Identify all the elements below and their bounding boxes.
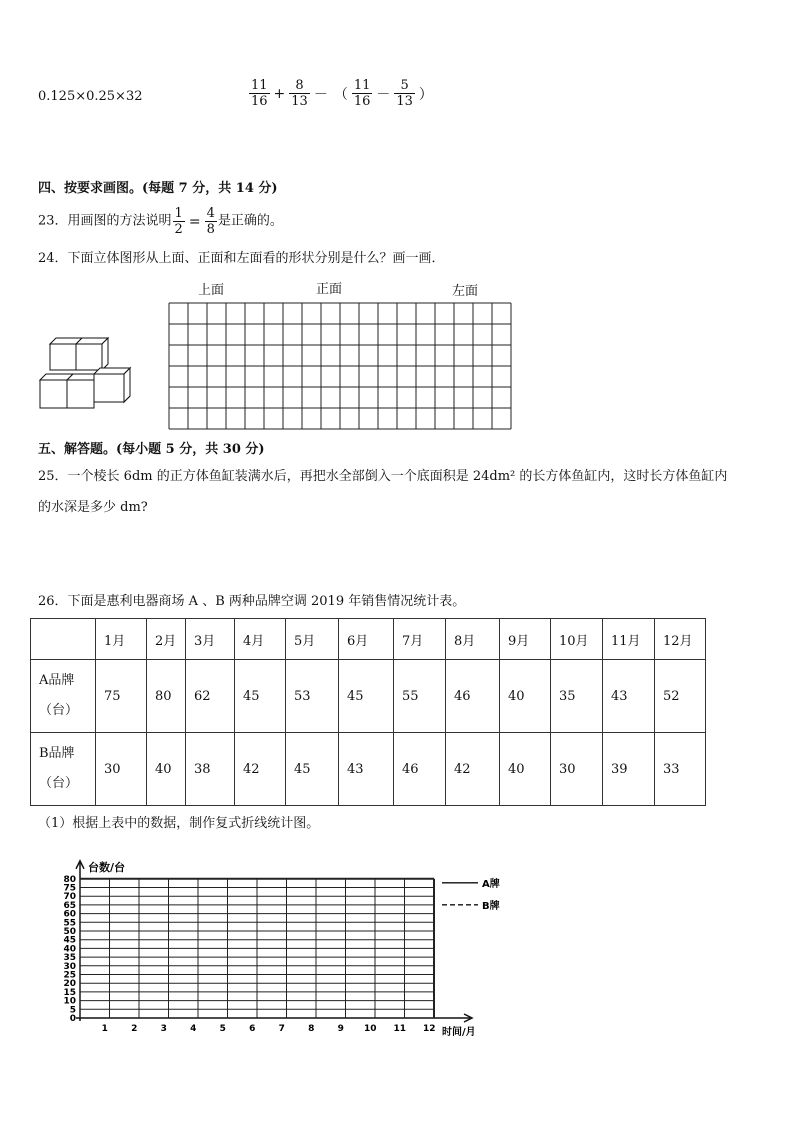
table-cell: 33 (655, 733, 706, 806)
table-cell: 52 (655, 660, 706, 733)
table-corner-cell (31, 619, 96, 660)
fraction: $\frac{5}{13}$ (396, 78, 413, 109)
q26-text: 26．下面是惠利电器商场 A 、B 两种品牌空调 2019 年销售情况统计表。 (38, 594, 466, 609)
table-cell: 45 (286, 733, 339, 806)
plus-sign: + (273, 85, 286, 102)
fraction: $\frac{8}{13}$ (291, 78, 308, 109)
x-tick-label: 5 (219, 1024, 226, 1034)
legend-label-a: A牌 (482, 878, 500, 890)
month-header: 9月 (500, 619, 551, 660)
row-label: B品牌 （台） (31, 733, 96, 806)
sub-question-1: （1）根据上表中的数据，制作复式折线统计图。 (38, 816, 320, 831)
x-tick-label: 6 (249, 1024, 256, 1034)
table-cell: 75 (96, 660, 147, 733)
month-header: 6月 (339, 619, 394, 660)
x-tick-label: 1 (101, 1024, 108, 1034)
table-cell: 46 (394, 733, 446, 806)
table-header-row (31, 619, 706, 660)
expr-fraction (248, 78, 436, 109)
table-row (31, 733, 706, 806)
month-header: 10月 (551, 619, 603, 660)
table-cell: 35 (551, 660, 603, 733)
left-paren: （ (333, 86, 348, 103)
fraction: $\frac{11}{16}$ (353, 78, 371, 109)
q23 (38, 206, 283, 237)
view-label-top: 上面 (198, 283, 225, 298)
table-cell: 45 (339, 660, 394, 733)
y-tick-label: 65 (63, 900, 76, 911)
table-cell: 42 (235, 733, 286, 806)
x-tick-label: 7 (278, 1024, 285, 1034)
table-cell: 45 (235, 660, 286, 733)
sales-table (30, 618, 706, 806)
minus-sign: － (313, 86, 328, 103)
y-tick-label: 50 (63, 927, 76, 937)
table-cell: 40 (500, 660, 551, 733)
fraction: $\frac{11}{16}$ (251, 78, 268, 109)
x-tick-label: 9 (337, 1024, 344, 1034)
view-label-front: 正面 (316, 282, 343, 297)
month-header: 3月 (186, 619, 235, 660)
q25-line1: 25．一个棱长 6dm 的正方体鱼缸装满水后，再把水全部倒入一个底面积是 24dm² 的长方体鱼缸内，这时长方体鱼缸内 (38, 469, 728, 484)
month-header: 7月 (394, 619, 446, 660)
y-tick-label: 60 (63, 909, 76, 920)
y-tick-label: 20 (63, 979, 76, 990)
y-tick-label: 75 (63, 883, 76, 894)
month-header: 1月 (96, 619, 147, 660)
y-tick-label: 0 (69, 1014, 76, 1024)
cube-figure (36, 336, 136, 412)
table-cell: 55 (394, 660, 446, 733)
month-header: 5月 (286, 619, 339, 660)
section4-title: 四、按要求画图。(每题 7 分，共 14 分) (38, 181, 278, 196)
table-cell: 30 (96, 733, 147, 806)
table-cell: 43 (603, 660, 655, 733)
table-cell: 80 (147, 660, 186, 733)
x-tick-label: 2 (131, 1024, 138, 1034)
y-tick-label: 30 (63, 961, 76, 972)
x-tick-label: 10 (363, 1024, 377, 1034)
x-tick-label: 11 (393, 1024, 407, 1034)
y-tick-label: 80 (63, 874, 76, 885)
section5-title: 五、解答题。(每小题 5 分，共 30 分) (38, 442, 265, 457)
fraction: $\frac{1}{2}$ (174, 206, 183, 237)
table-cell: 40 (147, 733, 186, 806)
y-axis-label: 台数/台 (88, 860, 126, 874)
q23-prefix: 23．用画图的方法说明 (38, 213, 172, 229)
table-cell: 43 (339, 733, 394, 806)
table-cell: 40 (500, 733, 551, 806)
legend-label-b: B牌 (482, 900, 500, 912)
y-tick-label: 25 (63, 970, 76, 981)
month-header: 4月 (235, 619, 286, 660)
x-tick-label: 12 (422, 1024, 436, 1034)
y-tick-label: 15 (63, 987, 76, 998)
table-cell: 39 (603, 733, 655, 806)
table-cell: 53 (286, 660, 339, 733)
table-cell: 38 (186, 733, 235, 806)
q25-line2: 的水深是多少 dm? (38, 500, 148, 515)
expr-0125: 0.125×0.25×32 (38, 89, 143, 104)
x-tick-label: 4 (190, 1024, 197, 1034)
row-label: A品牌 （台） (31, 660, 96, 733)
view-label-left: 左面 (452, 284, 479, 299)
table-cell: 46 (446, 660, 500, 733)
minus-sign: － (376, 86, 391, 103)
x-axis-label: 时间/月 (442, 1027, 476, 1038)
y-tick-label: 70 (63, 892, 76, 903)
month-header: 8月 (446, 619, 500, 660)
q24-text: 24．下面立体图形从上面、正面和左面看的形状分别是什么？画一画． (38, 251, 445, 266)
month-header: 2月 (147, 619, 186, 660)
equals-sign: = (188, 213, 201, 230)
table-row (31, 660, 706, 733)
x-tick-label: 8 (308, 1024, 315, 1034)
table-cell: 62 (186, 660, 235, 733)
blank-line-chart (50, 850, 510, 1045)
q23-suffix: 是正确的。 (217, 213, 283, 229)
month-header: 12月 (655, 619, 706, 660)
y-tick-label: 55 (63, 918, 76, 929)
month-header: 11月 (603, 619, 655, 660)
y-tick-label: 40 (63, 944, 76, 955)
table-cell: 30 (551, 733, 603, 806)
table-cell: 42 (446, 733, 500, 806)
y-tick-label: 10 (63, 996, 76, 1007)
fraction: $\frac{4}{8}$ (206, 206, 215, 237)
y-tick-label: 45 (63, 935, 76, 946)
x-tick-label: 3 (160, 1024, 167, 1034)
y-tick-label: 5 (69, 1005, 76, 1016)
right-paren: ） (418, 86, 433, 103)
drawing-grid (168, 302, 512, 432)
y-tick-label: 35 (63, 953, 76, 964)
